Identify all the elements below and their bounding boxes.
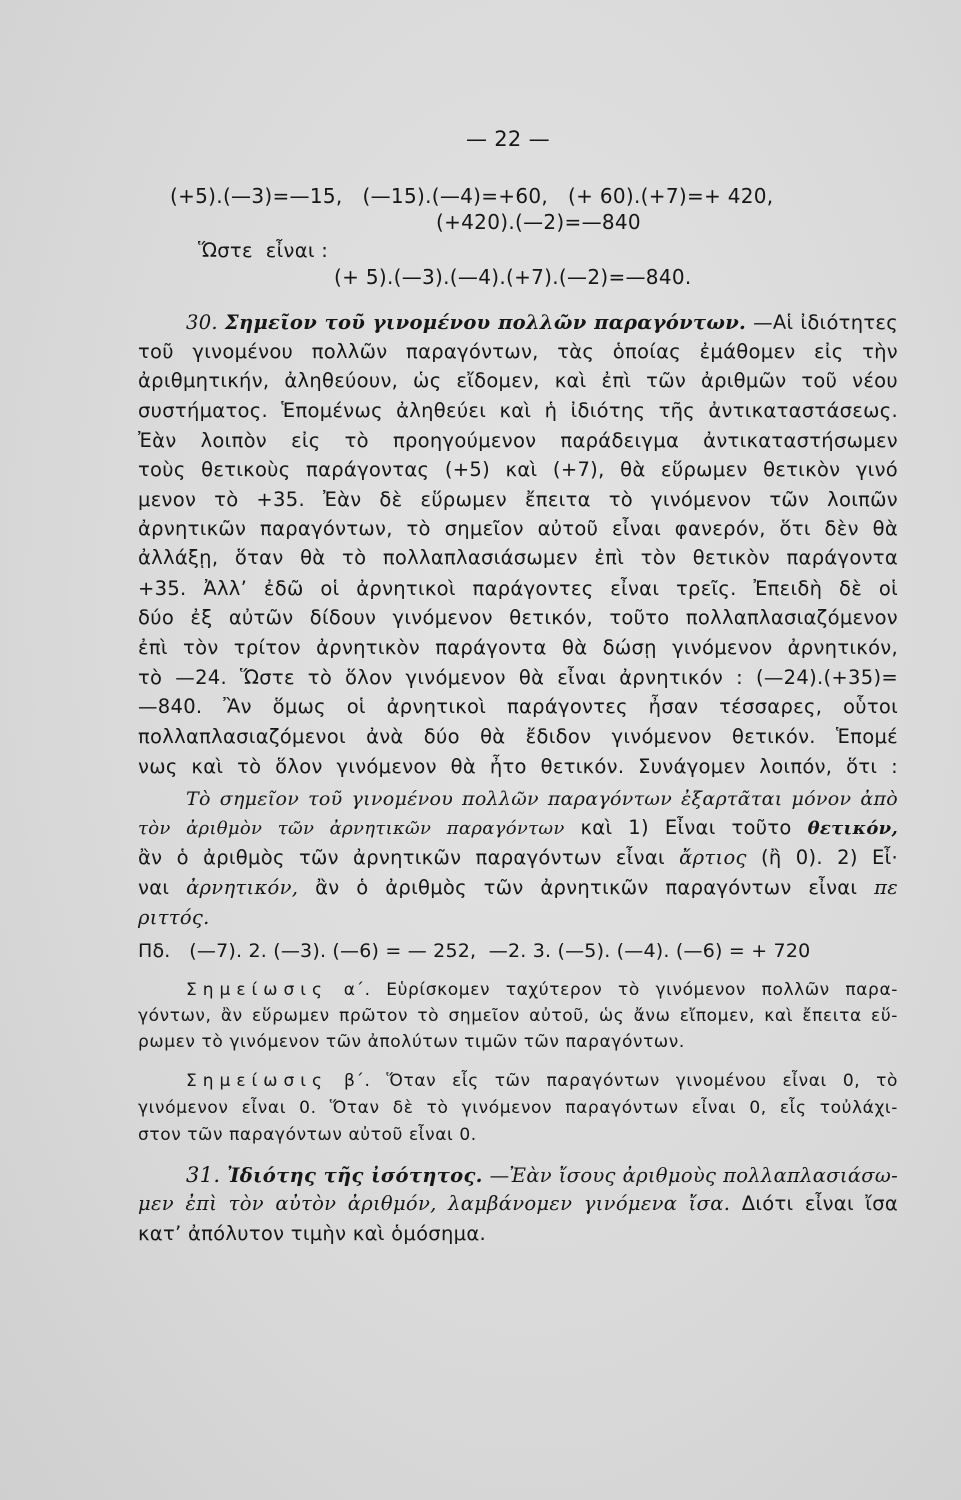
text-run: —Ἐὰν ἴσους ἀριθμοὺς πολλαπλασιάσω-: [489, 1164, 899, 1187]
text-run: —Αἱ ἰδιότητες: [753, 311, 899, 334]
text-run: μεν ἐπὶ τὸν αὐτὸν ἀριθμόν, λαμβάνομεν γινόμενα ἴσα.: [138, 1192, 731, 1215]
rule-line: [138, 845, 898, 871]
paragraph-line: μενον τὸ +35. Ἐὰν δὲ εὕρωμεν ἔπειτα τὸ γινόμενον τῶν λοιπῶν: [138, 488, 898, 511]
text-line: Ὥστε εἶναι :: [198, 239, 329, 262]
equation-line: (+5).(—3)=—15, (—15).(—4)=+60, (+ 60).(+7)=+ 420,: [170, 184, 774, 208]
equation-line: (+420).(—2)=—840: [436, 210, 641, 234]
section-30-heading-line: [186, 310, 898, 336]
note-line: [186, 977, 898, 1003]
note-line: ρωμεν τὸ γινόμενον τῶν ἀπολύτων τιμῶν τῶν παραγόντων.: [138, 1032, 685, 1052]
section-title: Σημεῖον τοῦ γινομένου πολλῶν παραγόντων.: [224, 311, 747, 334]
paragraph-line: ἐπὶ τὸν τρίτον ἀρνητικὸν παράγοντα θὰ δώσῃ γινόμενον ἀρνητικόν,: [138, 636, 898, 659]
paragraph-line: [138, 1191, 898, 1217]
paragraph-line: κατ’ ἀπόλυτον τιμὴν καὶ ὁμόσημα.: [138, 1222, 486, 1245]
text-run: ἄρτιος: [679, 846, 747, 869]
note-line: [186, 1068, 898, 1094]
rule-line: ριττός.: [138, 906, 210, 929]
rule-line: [138, 815, 898, 842]
paragraph-line: ἀριθμητικήν, ἀληθεύουν, ὡς εἴδομεν, καὶ ἐπὶ τῶν ἀριθμῶν τοῦ νέου: [138, 369, 898, 392]
text-run: (ἢ 0). 2) Εἶ·: [760, 846, 898, 869]
text-run: θετικόν,: [807, 818, 899, 839]
paragraph-line: συστήματος. Ἑπομένως ἀληθεύει καὶ ἡ ἰδιότης τῆς ἀντικαταστάσεως.: [138, 399, 898, 422]
text-run: τὸν ἀριθμὸν τῶν ἀρνητικῶν παραγόντων: [138, 818, 565, 839]
text-run: ἀρνητικόν,: [186, 876, 299, 899]
text-run: β΄. Ὅταν εἷς τῶν παραγόντων γινομένου εἶναι 0, τὸ: [343, 1071, 898, 1091]
paragraph-line: τοῦ γινομένου πολλῶν παραγόντων, τὰς ὁποίας ἐμάθομεν εἰς τὴν: [138, 340, 898, 363]
text-run: ἂν ὁ ἀριθμὸς τῶν ἀρνητικῶν παραγόντων εἶναι: [138, 846, 665, 869]
note-label: Σημείωσις: [186, 980, 329, 1000]
text-run: α΄. Εὑρίσκομεν ταχύτερον τὸ γινόμενον πολλῶν παρα-: [343, 980, 898, 1000]
note-line: στον τῶν παραγόντων αὐτοῦ εἶναι 0.: [138, 1125, 477, 1145]
text-run: πε: [874, 876, 899, 899]
page-number: — 22 —: [466, 127, 550, 151]
paragraph-line: Ἐὰν λοιπὸν εἰς τὸ προηγούμενον παράδειγμα ἀντικαταστήσωμεν: [138, 429, 898, 452]
paragraph-line: πολλαπλασιαζόμενοι ἀνὰ δύο θὰ ἔδιδον γινόμενον θετικόν. Ἑπομέ: [138, 725, 898, 748]
section-number: 30.: [186, 311, 218, 334]
rule-line: [138, 875, 898, 901]
section-number: 31.: [186, 1163, 221, 1187]
paragraph-line: +35. Ἀλλ’ ἐδῶ οἱ ἀρνητικοὶ παράγοντες εἶναι τρεῖς. Ἐπειδὴ δὲ οἱ: [138, 577, 898, 600]
note-line: γινόμενον εἶναι 0. Ὅταν δὲ τὸ γινόμενον παραγόντων εἶναι 0, εἷς τοὐλάχι-: [138, 1098, 898, 1118]
paragraph-line: ἀλλάξῃ, ὅταν θὰ τὸ πολλαπλασιάσωμεν ἐπὶ τὸν θετικὸν παράγοντα: [138, 546, 898, 569]
paragraph-line: ἀρνητικῶν παραγόντων, τὸ σημεῖον αὐτοῦ εἶναι φανερόν, ὅτι δὲν θὰ: [138, 517, 898, 540]
note-line: γόντων, ἂν εὕρωμεν πρῶτον τὸ σημεῖον αὐτοῦ, ὡς ἄνω εἴπομεν, καὶ ἔπειτα εὕ-: [138, 1006, 898, 1026]
example-line: Πδ. (—7). 2. (—3). (—6) = — 252, —2. 3. (—5). (—4). (—6) = + 720: [138, 940, 811, 962]
text-run: καὶ 1) Εἶναι τοῦτο: [580, 816, 792, 839]
note-label: Σημείωσις: [186, 1071, 329, 1091]
text-run: Διότι εἶναι ἴσα: [741, 1192, 899, 1215]
paragraph-line: δύο ἐξ αὐτῶν δίδουν γινόμενον θετικόν, τοῦτο πολλαπλασιαζόμενον: [138, 606, 898, 629]
paragraph-line: νως καὶ τὸ ὅλον γινόμενον θὰ ἦτο θετικόν. Συνάγομεν λοιπόν, ὅτι :: [138, 755, 898, 778]
section-title: Ἰδιότης τῆς ἰσότητος.: [227, 1164, 483, 1187]
paragraph-line: τὸ —24. Ὥστε τὸ ὅλον γινόμενον θὰ εἶναι ἀρνητικόν : (—24).(+35)=: [138, 666, 898, 689]
equation-line: (+ 5).(—3).(—4).(+7).(—2)=—840.: [334, 265, 692, 289]
text-run: ναι: [138, 876, 170, 899]
text-run: ἂν ὁ ἀριθμὸς τῶν ἀρνητικῶν παραγόντων εἶναι: [315, 876, 858, 899]
paragraph-line: —840. Ἂν ὅμως οἱ ἀρνητικοὶ παράγοντες ἦσαν τέσσαρες, οὗτοι: [138, 695, 898, 718]
section-31-heading-line: [186, 1162, 898, 1189]
paragraph-line: τοὺς θετικοὺς παράγοντας (+5) καὶ (+7), θὰ εὕρωμεν θετικὸν γινό: [138, 458, 898, 481]
rule-line: Τὸ σημεῖον τοῦ γινομένου πολλῶν παραγόντων ἐξαρτᾶται μόνον ἀπὸ: [186, 788, 898, 810]
